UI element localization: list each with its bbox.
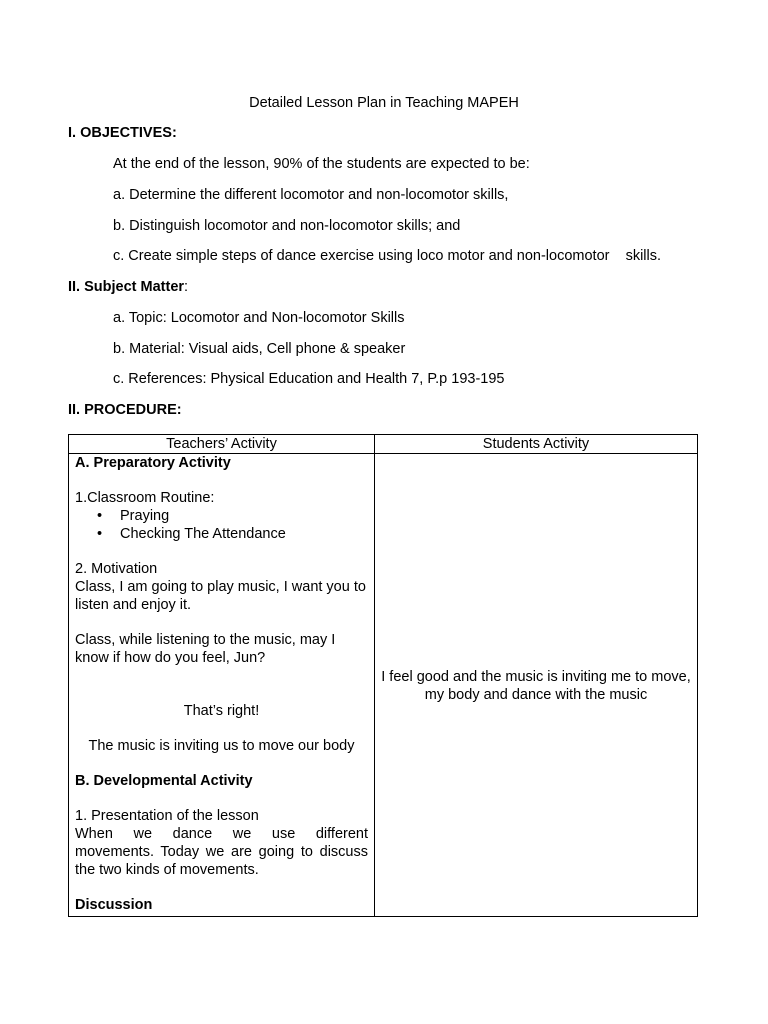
teacher-activity-cell bbox=[69, 454, 375, 917]
teacher-response-music: The music is inviting us to move our body bbox=[88, 738, 355, 754]
presentation-text: When we dance we use different movements. Today we are going to discuss the two kinds of movements. bbox=[75, 826, 368, 878]
discussion-heading: Discussion bbox=[75, 897, 153, 913]
student-activity-cell bbox=[375, 454, 698, 917]
document-title: Detailed Lesson Plan in Teaching MAPEH bbox=[249, 95, 519, 111]
subject-topic: a. Topic: Locomotor and Non-locomotor Skills bbox=[113, 310, 405, 326]
developmental-activity-heading: B. Developmental Activity bbox=[75, 773, 253, 789]
routine-bullet-attendance: Checking The Attendance bbox=[120, 526, 286, 542]
list-item bbox=[75, 525, 368, 543]
subject-material: b. Material: Visual aids, Cell phone & speaker bbox=[113, 341, 406, 357]
procedure-table bbox=[68, 434, 698, 917]
teacher-question: Class, while listening to the music, may I know if how do you feel, Jun? bbox=[75, 632, 336, 666]
routine-bullet-praying: Praying bbox=[120, 508, 170, 524]
preparatory-activity-heading: A. Preparatory Activity bbox=[75, 455, 231, 471]
motivation-text: Class, I am going to play music, I want you to listen and enjoy it. bbox=[75, 579, 366, 613]
objective-item-b: b. Distinguish locomotor and non-locomotor skills; and bbox=[113, 218, 461, 234]
subject-matter-colon: : bbox=[184, 279, 189, 295]
teachers-activity-header: Teachers’ Activity bbox=[69, 435, 375, 454]
teacher-response-right: That’s right! bbox=[183, 703, 260, 719]
list-item bbox=[75, 507, 368, 525]
motivation-label: 2. Motivation bbox=[75, 561, 158, 577]
bullet-icon: • bbox=[97, 508, 103, 524]
procedure-heading: II. PROCEDURE: bbox=[68, 402, 182, 418]
classroom-routine-label: 1.Classroom Routine: bbox=[75, 490, 215, 506]
objectives-heading: I. OBJECTIVES: bbox=[68, 125, 177, 141]
students-activity-header: Students Activity bbox=[375, 435, 698, 454]
student-reply: I feel good and the music is inviting me to move, my body and dance with the music bbox=[381, 669, 691, 703]
subject-references: c. References: Physical Education and Health 7, P.p 193-195 bbox=[113, 371, 505, 387]
subject-matter-heading bbox=[68, 278, 188, 296]
objective-item-a: a. Determine the different locomotor and non-locomotor skills, bbox=[113, 187, 509, 203]
objective-item-c: c. Create simple steps of dance exercise using loco motor and non-locomotor skills. bbox=[113, 248, 662, 264]
presentation-label: 1. Presentation of the lesson bbox=[75, 808, 259, 824]
subject-matter-heading-text: II. Subject Matter bbox=[68, 279, 185, 295]
table-header-row bbox=[69, 435, 698, 454]
table-row bbox=[69, 454, 698, 917]
bullet-icon: • bbox=[97, 526, 103, 542]
objectives-intro: At the end of the lesson, 90% of the students are expected to be: bbox=[113, 156, 530, 172]
